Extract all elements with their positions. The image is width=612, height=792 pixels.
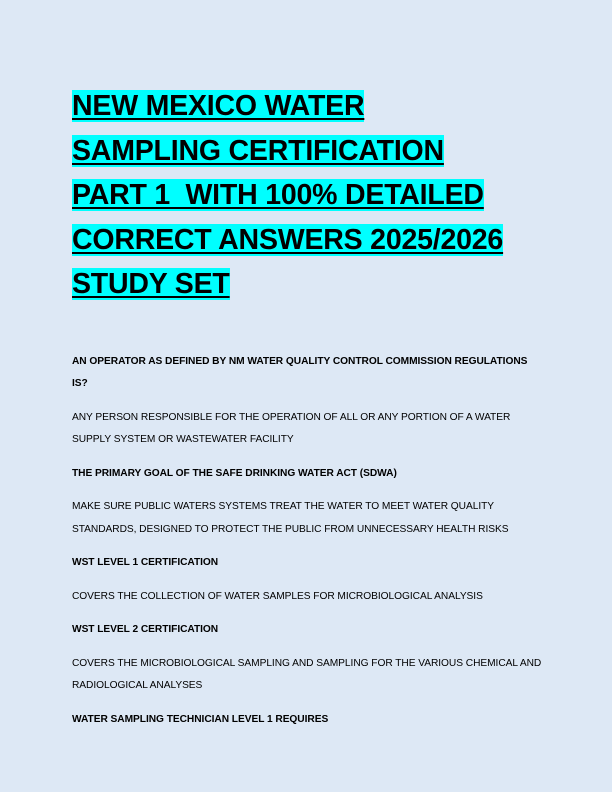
question-text: AN OPERATOR AS DEFINED BY NM WATER QUALITY CONTROL COMMISSION REGULATIONS IS? [72,355,528,389]
question-answer-list [72,351,542,732]
title-line: PART 1 WITH 100% DETAILED [72,179,484,211]
answer-text: COVERS THE COLLECTION OF WATER SAMPLES FOR MICROBIOLOGICAL ANALYSIS [72,590,483,602]
title-line: SAMPLING CERTIFICATION [72,134,444,167]
document-title [72,84,542,307]
question-text: WATER SAMPLING TECHNICIAN LEVEL 1 REQUIRES [72,713,329,725]
title-line: NEW MEXICO WATER [72,90,365,122]
title-line: CORRECT ANSWERS 2025/2026 [72,223,504,256]
question-text: THE PRIMARY GOAL OF THE SAFE DRINKING WATER ACT (SDWA) [72,467,397,479]
answer-text: COVERS THE MICROBIOLOGICAL SAMPLING AND SAMPLING FOR THE VARIOUS CHEMICAL AND RADIOLOGICAL ANALYSES [72,657,542,691]
answer-text: MAKE SURE PUBLIC WATERS SYSTEMS TREAT THE WATER TO MEET WATER QUALITY STANDARDS, DESIGNED TO PROTECT THE PUBLIC FROM UNNECESSARY HEALTH RISKS [72,501,509,535]
answer-text: ANY PERSON RESPONSIBLE FOR THE OPERATION OF ALL OR ANY PORTION OF A WATER SUPPLY SYSTEM OR WASTEWATER FACILITY [72,411,511,445]
question-text: WST LEVEL 1 CERTIFICATION [72,557,219,568]
title-line: STUDY SET [72,268,230,300]
question-text: WST LEVEL 2 CERTIFICATION [72,624,219,635]
document-page [72,84,542,742]
